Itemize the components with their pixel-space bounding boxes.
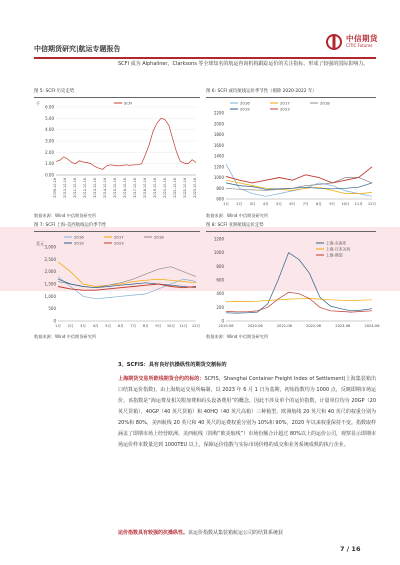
body-text: SCFIS，Shanghai Container Freight Index of Settlement(上海集装箱出口结算运价指数)，由上海航运交易所编制，以 2023 年 6 月 1 日为基期，初始指数均为 1000 点，反映即期市场运价。该指数是“海运费及相关附加费和码头设备费用”的概念，因此不涉及单个的运价指数，计量单位均为 20GP（20 英尺货箱），40GP（40 英尺货箱）和 40HQ（40 英尺高箱）三种箱型，欧洲航线 20 英尺和 40 英尺的权重分别为 20%和 80%，美西航线 20 英尺和 40 英尺的运费权重分别为 10%和 90%，2020 年以来权重保持不变。指数取样涵盖了即期市场上经营欧洲、美西航线（简称“欧美航线”）市场份额合计超过 80%以上的运价公司，观察显示即期市场运价样本数量达到 1000TEU 以上，保障运价指数与实际市场价格的成交和业务系统成熟的执行企业。 xyxy=(118,376,376,448)
chart7-title-rule xyxy=(34,231,200,232)
page-number: 7 / 16 xyxy=(340,545,361,553)
y-tick-label: 2.00 xyxy=(45,149,54,155)
x-tick-label: 4月 xyxy=(262,202,269,206)
series-line xyxy=(226,292,372,312)
y-tick-label: 1000 xyxy=(213,250,224,256)
x-tick-label: 2016-10-16 xyxy=(123,178,127,198)
top-paragraph: SCFI 成为 Alphaliner、Clarksons 等全球知名的航运咨询机构跟踪运价的关注指标，形成了较强的国际影响力。 xyxy=(118,61,369,67)
x-tick-label: 2021-10-16 xyxy=(173,178,177,198)
logo-subtitle: CITIC Futures xyxy=(346,43,373,48)
y-unit-label: 千 xyxy=(36,101,40,106)
series-line xyxy=(226,299,372,302)
y-tick-label: 2,000 xyxy=(44,269,56,275)
chart6-svg xyxy=(206,99,376,211)
source-left-top: 数据来源：Wind 中信期货研究所 xyxy=(34,213,97,218)
y-tick-label: 0 xyxy=(53,318,56,324)
legend-label: 2019 xyxy=(240,106,250,112)
x-tick-label: 2024-06 xyxy=(364,324,380,328)
chart6-title xyxy=(206,88,317,94)
y-tick-label: 400 xyxy=(216,291,224,297)
chart7-svg xyxy=(34,233,200,331)
y-tick-label: 600 xyxy=(216,277,224,283)
x-tick-label: 6月 xyxy=(117,324,124,328)
legend-label: 2023 xyxy=(114,240,124,246)
x-tick-label: 11月 xyxy=(354,202,363,206)
x-tick-label: 2014-10-16 xyxy=(103,178,107,198)
chart7-label: 图 7: xyxy=(34,223,45,228)
x-tick-label: 7月 xyxy=(130,324,137,328)
x-tick-label: 2020-06 xyxy=(247,324,263,328)
x-tick-label: 2020-10-16 xyxy=(163,178,167,198)
y-tick-label: 2,500 xyxy=(44,256,56,262)
chart7-title xyxy=(34,222,106,228)
series-line xyxy=(226,167,372,183)
legend-label: 2017 xyxy=(114,234,124,240)
report-header-title: 中信期货研究|航运专题报告 xyxy=(34,45,121,53)
x-tick-label: 3月 xyxy=(80,324,87,328)
x-tick-label: 8月 xyxy=(142,324,149,328)
x-tick-label: 2010-10-16 xyxy=(63,178,67,198)
chart5-label: 图 5: xyxy=(34,89,45,94)
y-tick-label: 1.00 xyxy=(45,161,54,167)
y-tick-label: 2200 xyxy=(213,110,224,116)
chart5-svg xyxy=(34,99,200,211)
y-tick-label: 1800 xyxy=(213,132,224,137)
legend-label: 2016 xyxy=(74,234,84,240)
legend-label: 2023 xyxy=(280,106,290,112)
chart6-title-text: SCFI 或均航线运价季节性（剔除 2020-2022 年） xyxy=(217,89,317,94)
x-tick-label: 9月 xyxy=(329,202,336,206)
y-tick-label: 1200 xyxy=(213,164,224,170)
x-tick-label: 2012-10-16 xyxy=(83,178,87,198)
y-tick-label: 1200 xyxy=(213,236,224,242)
x-tick-label: 4月 xyxy=(92,324,99,328)
x-tick-label: 12月 xyxy=(367,202,377,206)
y-tick-label: 800 xyxy=(216,263,224,269)
last-text: 该运价指数从集装箱航运公司的结算系统获 xyxy=(188,530,284,536)
y-tick-label: 4.00 xyxy=(45,127,54,133)
y-tick-label: 200 xyxy=(216,304,224,310)
series-line xyxy=(226,253,372,313)
chart8-svg xyxy=(206,233,380,331)
y-tick-label: 0 xyxy=(221,318,224,324)
x-tick-label: 2018-10-16 xyxy=(143,178,147,198)
x-tick-label: 1月 xyxy=(223,202,229,206)
legend-label: 上海-日本关西 xyxy=(326,246,351,252)
x-tick-label: 5月 xyxy=(105,324,112,328)
y-tick-label: 3.00 xyxy=(45,138,54,144)
y-tick-label: 1000 xyxy=(213,175,224,180)
last-paragraph xyxy=(118,528,376,538)
chart8-title-text: SCFI 亚洲航线运价走势 xyxy=(217,223,264,228)
body-paragraph xyxy=(118,374,376,451)
logo-name: 中信期货 xyxy=(346,34,378,43)
legend-label: SCFI xyxy=(124,100,133,106)
series-line xyxy=(56,118,196,169)
x-tick-label: 2023-10-16 xyxy=(193,178,197,198)
x-tick-label: 2023-06 xyxy=(335,324,351,328)
series-line xyxy=(226,183,372,189)
y-tick-label: 1600 xyxy=(213,142,224,148)
x-tick-label: 10月 xyxy=(341,202,350,206)
chart7-title-text: SCFI 上海-美西航线运价季节性 xyxy=(45,223,107,228)
last-lead: 运价指数具有较强的抗操纵性。 xyxy=(118,530,189,536)
x-tick-label: 2019-10-16 xyxy=(153,178,157,198)
chart8-title-rule xyxy=(206,231,376,232)
legend-label: 2019 xyxy=(74,240,84,246)
x-tick-label: 2月 xyxy=(67,324,74,328)
y-tick-label: 1400 xyxy=(213,153,224,159)
legend-label: 2016 xyxy=(240,100,250,106)
chart5-title-rule xyxy=(34,97,200,98)
series-line xyxy=(58,262,196,287)
chart8-title xyxy=(206,222,264,228)
y-tick-label: 2000 xyxy=(213,121,224,127)
x-tick-label: 9月 xyxy=(155,324,162,328)
x-tick-label: 2019-06 xyxy=(218,324,234,328)
y-tick-label: 600 xyxy=(216,196,224,202)
legend-label: 2017 xyxy=(280,100,290,106)
x-tick-label: 12月 xyxy=(191,324,201,328)
legend-label: 2018 xyxy=(320,100,330,106)
x-tick-label: 2011-10-16 xyxy=(73,178,77,198)
x-tick-label: 2017-10-16 xyxy=(133,178,137,198)
chart5-title-text: SCFI 历史走势 xyxy=(45,89,75,94)
x-tick-label: 7月 xyxy=(302,202,309,206)
legend-label: 2018 xyxy=(154,234,164,240)
y-tick-label: 6.00 xyxy=(45,104,54,110)
y-tick-label: 500 xyxy=(48,306,56,312)
body-lead: 上海期货交易所欧线期货合约的标的： xyxy=(118,376,205,382)
x-tick-label: 2013-10-16 xyxy=(93,178,97,198)
legend-label: 上海-韩国 xyxy=(326,252,343,258)
chart6-label: 图 6: xyxy=(206,89,217,94)
x-tick-label: 11月 xyxy=(179,324,188,328)
x-tick-label: 10月 xyxy=(166,324,175,328)
chart6-title-rule xyxy=(206,97,376,98)
x-tick-label: 3月 xyxy=(249,202,256,206)
x-tick-label: 1月 xyxy=(55,324,61,328)
y-tick-label: 800 xyxy=(216,185,224,191)
y-tick-label: 5.00 xyxy=(45,115,54,121)
x-tick-label: 2022-06 xyxy=(306,324,322,328)
y-tick-label: 1,500 xyxy=(44,281,56,287)
source-left-bottom: 数据来源：Wind 中信期货研究所 xyxy=(34,334,97,339)
x-tick-label: 2月 xyxy=(236,202,243,206)
y-tick-label: 1,000 xyxy=(44,293,56,299)
x-tick-label: 5月 xyxy=(276,202,283,206)
x-tick-label: 2009-10-16 xyxy=(53,178,57,198)
x-tick-label: 2022-10-16 xyxy=(183,178,187,198)
y-unit-label: 美元 xyxy=(36,241,44,246)
x-tick-label: 2015-10-16 xyxy=(113,178,117,198)
source-right-top: 数据来源：Wind 中信期货研究所 xyxy=(206,213,269,218)
y-tick-label: 3,000 xyxy=(44,244,56,250)
legend-label: 上海-东南亚 xyxy=(326,240,347,246)
x-tick-label: 6月 xyxy=(289,202,296,206)
y-tick-label: 0.00 xyxy=(45,172,54,178)
section-heading: 3、SCFIS：具有良好抗操纵性的期货交割标的 xyxy=(118,362,227,368)
chart5-title xyxy=(34,88,74,94)
x-tick-label: 2021-06 xyxy=(276,324,292,328)
source-right-bottom: 数据来源：Wind 中信期货研究所 xyxy=(206,334,269,339)
chart8-label: 图 8: xyxy=(206,223,217,228)
series-line xyxy=(226,164,372,196)
x-tick-label: 8月 xyxy=(315,202,322,206)
